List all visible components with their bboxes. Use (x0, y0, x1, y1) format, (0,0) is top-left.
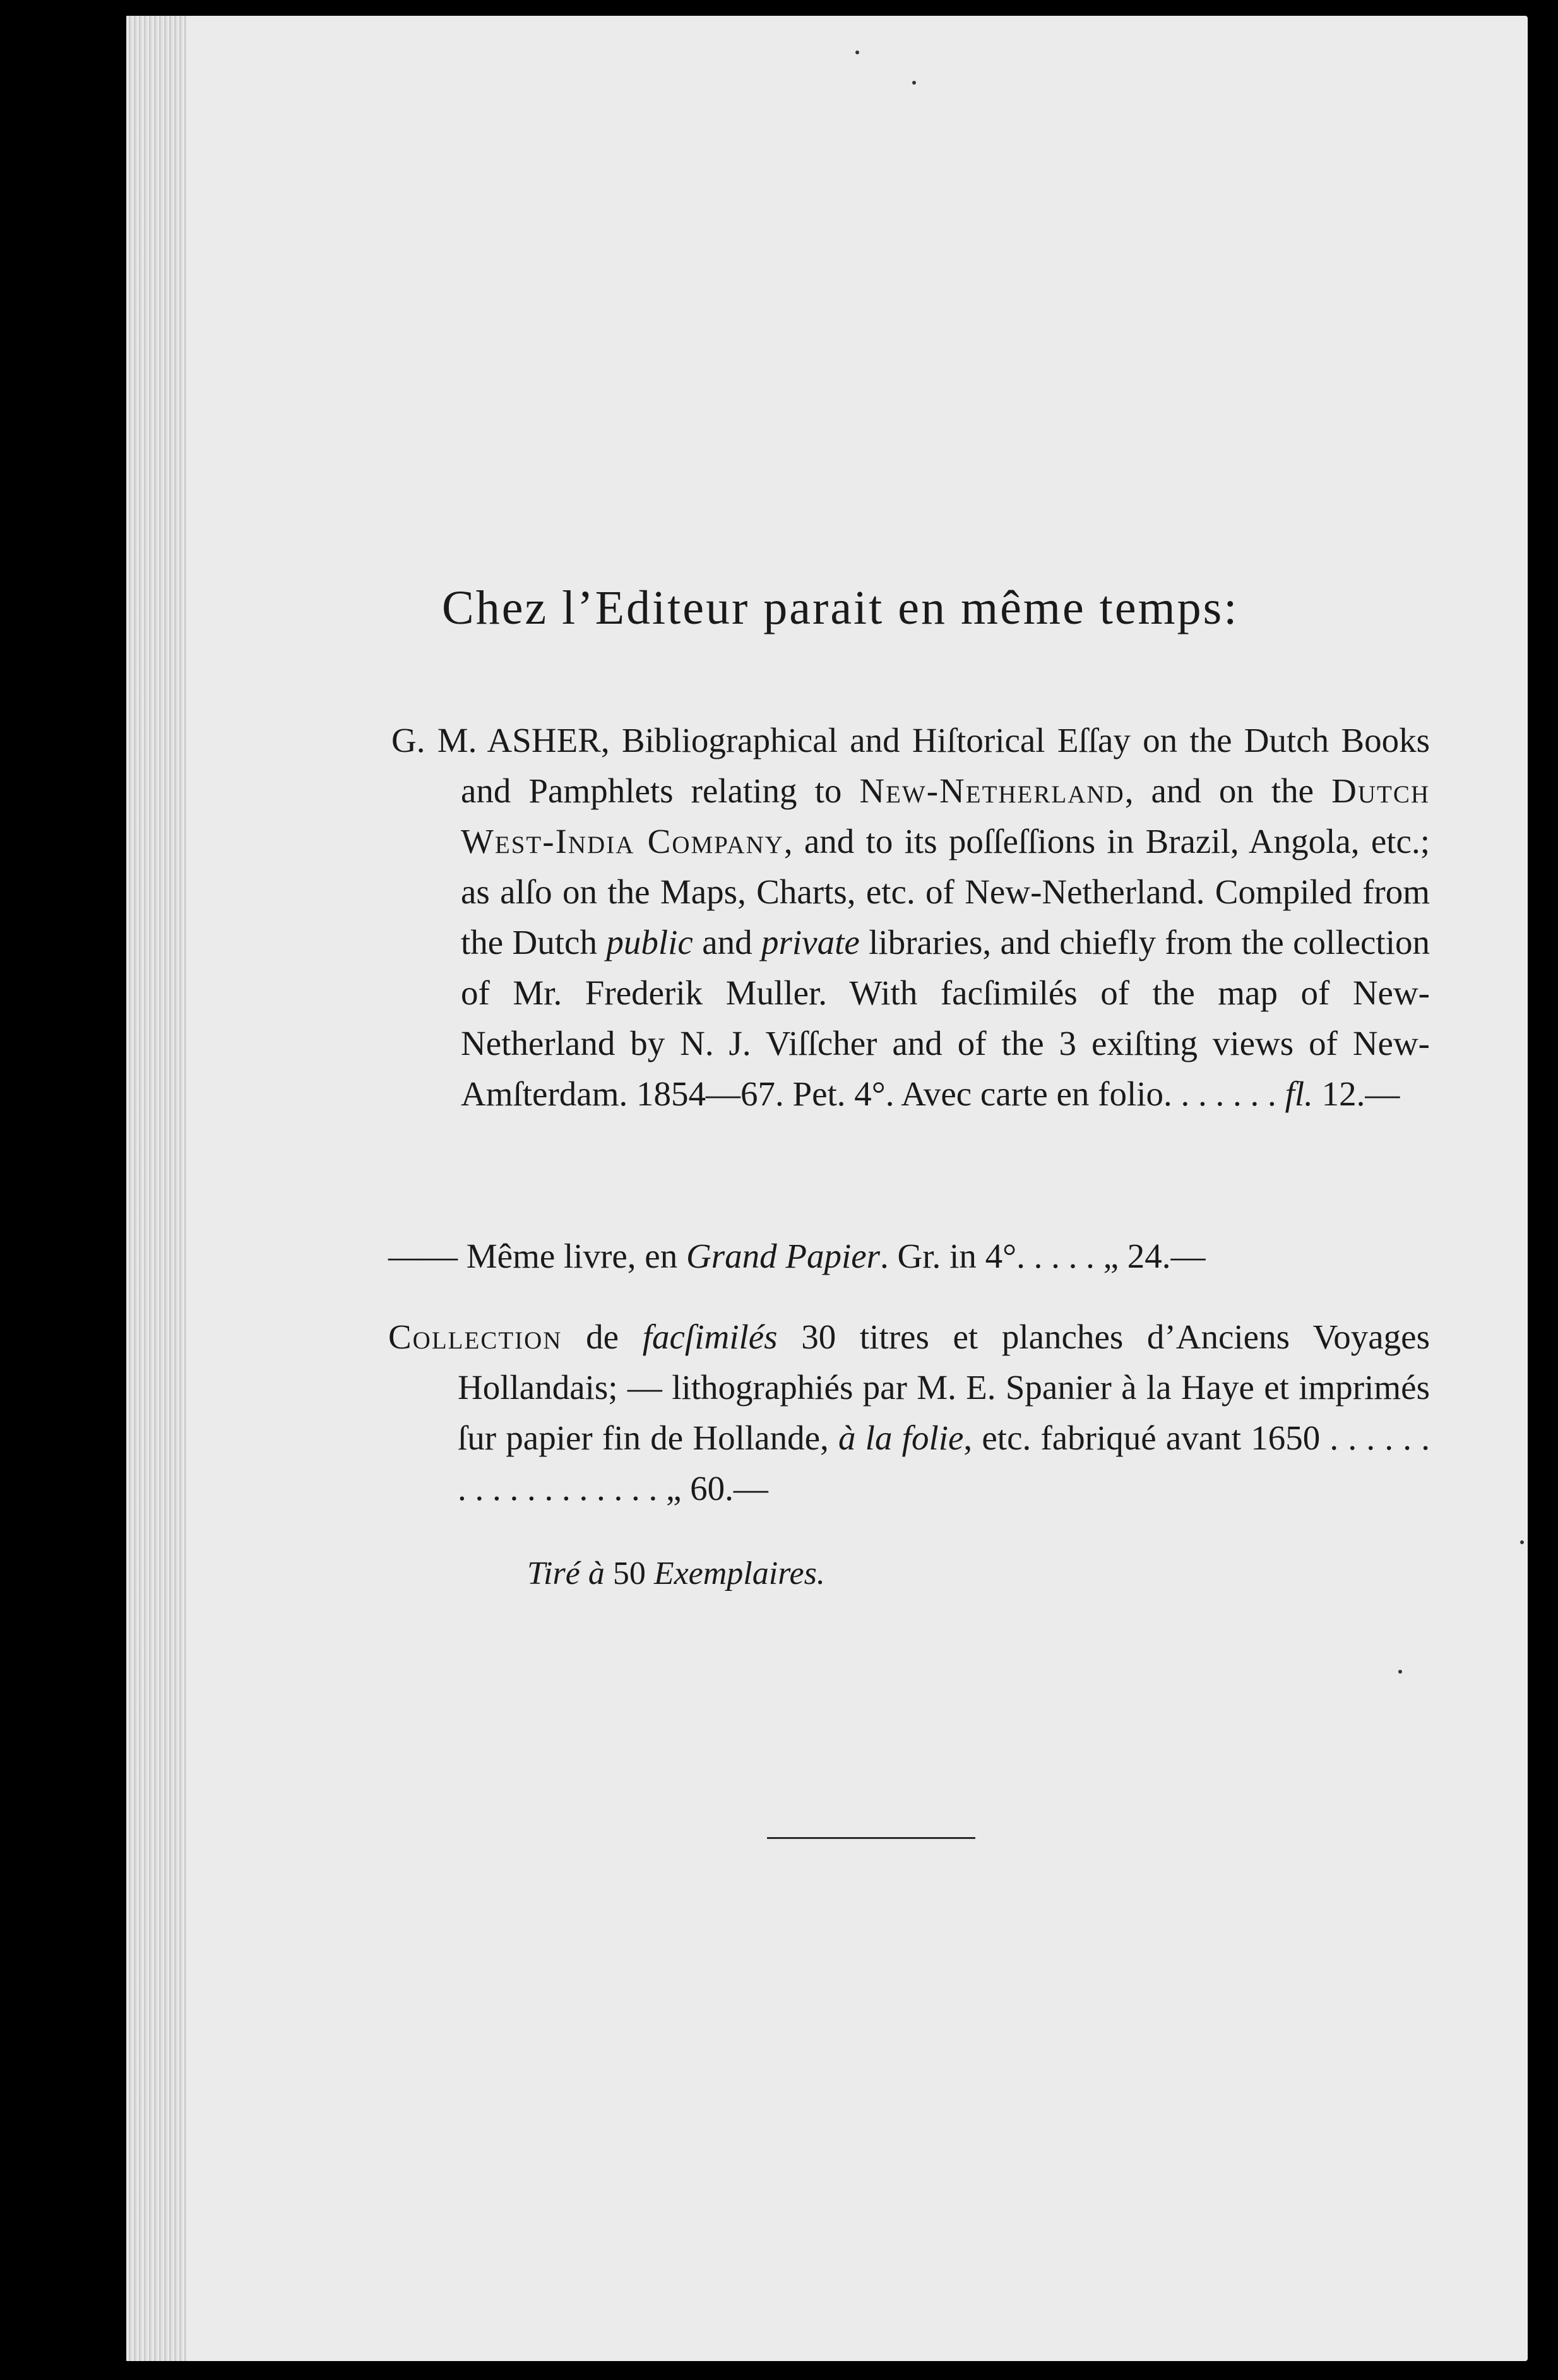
entry-text: G. M. ASHER, Bibliographical and Hiſtorical Eſſay on the Dutch Books and Pamphlets relating to (391, 721, 1430, 810)
page (126, 16, 1528, 2361)
catalog-entry-collection (388, 1312, 1430, 1514)
price: 12.— (1312, 1074, 1400, 1113)
entry-italic: Grand Papier (686, 1237, 881, 1275)
page-edges (126, 16, 186, 2361)
entry-italic: public (606, 923, 693, 961)
entry-text: , etc. fabriqué avant 1650 . . . . . . . . . . . . . . . . . . „ 60.— (458, 1419, 1430, 1508)
entry-italic: facſimilés (642, 1318, 778, 1356)
page-heading: Chez l’Editeur parait en même temps: (442, 581, 1239, 634)
entry-smallcaps: New-Netherland (859, 771, 1125, 810)
entry-text: 30 titres et planches d’Anciens Voyages Hollandais; — lithographiés par M. E. Spanier à la Haye et imprimés ſur papier fin de Hollande, (458, 1318, 1430, 1457)
note-italic: Exemplaires. (653, 1556, 825, 1592)
entry-text: , and to its poſſeſſions in Brazil, Angola, etc.; as alſo on the Maps, Charts, etc. of New-Netherland. Compiled from the Dutch (461, 822, 1430, 961)
entry-text: . Gr. in 4°. . . . . „ 24.— (880, 1237, 1206, 1275)
horizontal-rule (767, 1837, 975, 1839)
speck (855, 51, 859, 54)
catalog-entry-grand-papier (388, 1231, 1360, 1282)
entry-smallcaps: Collection (388, 1318, 562, 1356)
entry-italic: à la folie (838, 1419, 964, 1457)
edition-note (527, 1555, 825, 1592)
speck (1398, 1670, 1402, 1674)
speck (912, 81, 916, 85)
entry-italic: private (761, 923, 860, 961)
entry-text: , and on the (1124, 771, 1332, 810)
entry-smallcaps: Dutch West-India Company (461, 771, 1430, 860)
note-italic: à (588, 1556, 605, 1592)
entry-text: —— Même livre, en (388, 1237, 686, 1275)
note-italic: Tiré (527, 1556, 580, 1592)
speck (1520, 1540, 1524, 1544)
entry-text: libraries, and chiefly from the collection of Mr. Frederik Muller. With facſimilés of the map of New-Netherland by N. J. Viſſcher and of the 3 exiſting views of New-Amſterdam. 1854—67. Pet. 4°. Avec carte en folio. . . . . . . (461, 923, 1430, 1113)
catalog-entry-asher (391, 715, 1430, 1119)
price-prefix: fl. (1285, 1074, 1313, 1113)
entry-text: and (693, 923, 761, 961)
note-text: 50 (604, 1556, 654, 1592)
entry-text: de (562, 1318, 643, 1356)
